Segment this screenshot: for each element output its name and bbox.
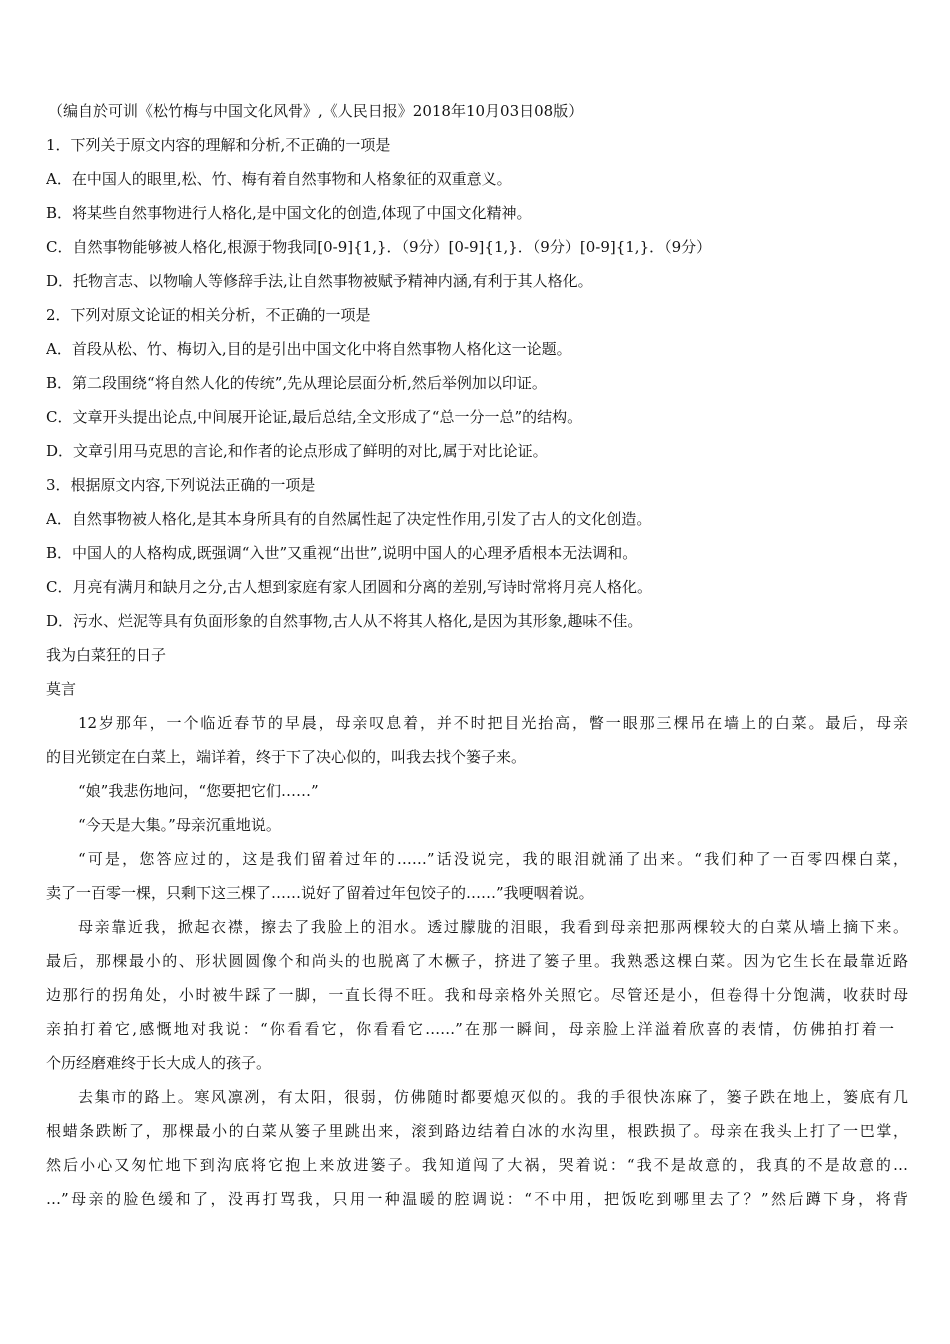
question-1-stem: 1．下列关于原文内容的理解和分析,不正确的一项是 bbox=[46, 136, 391, 154]
question-2-option-b: B．第二段围绕“将自然人化的传统”,先从理论层面分析,然后举例加以印证。 bbox=[46, 374, 547, 392]
question-1-option-b: B．将某些自然事物进行人格化,是中国文化的创造,体现了中国文化精神。 bbox=[46, 204, 532, 222]
essay-line: 的目光锁定在白菜上，端详着，终于下了决心似的，叫我去找个篓子来。 bbox=[46, 748, 527, 766]
essay-line: 边那行的拐角处，小时被牛踩了一脚，一直长得不旺。我和母亲格外关照它。尽管还是小，但卷得十分饱满，收获时母 bbox=[46, 986, 908, 1004]
question-3-option-b: B．中国人的人格构成,既强调“入世”又重视“出世”,说明中国人的心理矛盾根本无法调和。 bbox=[46, 544, 638, 562]
question-2-stem: 2．下列对原文论证的相关分析，不正确的一项是 bbox=[46, 306, 371, 324]
question-1-option-d: D．托物言志、以物喻人等修辞手法,让自然事物被赋予精神内涵,有利于其人格化。 bbox=[46, 272, 593, 290]
question-2-option-d: D．文章引用马克思的言论,和作者的论点形成了鲜明的对比,属于对比论证。 bbox=[46, 442, 548, 460]
essay-line: 母亲靠近我，掀起衣襟，擦去了我脸上的泪水。透过朦胧的泪眼，我看到母亲把那两棵较大的白菜从墙上摘下来。 bbox=[78, 918, 908, 936]
essay-line: 亲拍打着它,感慨地对我说：“你看看它，你看看它……”在那一瞬间，母亲脸上洋溢着欣喜的表情，仿佛拍打着一 bbox=[46, 1020, 894, 1038]
essay-line: 根蜡条跌断了，那棵最小的白菜从篓子里跳出来，滚到路边结着白冰的水沟里，根跌损了。母亲在我头上打了一巴掌， bbox=[46, 1122, 908, 1140]
essay-author: 莫言 bbox=[46, 680, 77, 698]
essay-line: “可是，您答应过的，这是我们留着过年的……”话没说完，我的眼泪就涌了出来。“我们种了一百零四棵白菜， bbox=[78, 850, 908, 868]
essay-line: 然后小心又匆忙地下到沟底将它抱上来放进篓子。我知道闯了大祸，哭着说：“我不是故意的，我真的不是故意的… bbox=[46, 1156, 908, 1174]
essay-line: …”母亲的脸色缓和了，没再打骂我，只用一种温暖的腔调说：“不中用，把饭吃到哪里去了？”然后蹲下身，将背 bbox=[46, 1190, 908, 1208]
question-1-option-c: C．自然事物能够被人格化,根源于物我同[0-9]{1,}．（9分）[0-9]{1,}．（9分）[0-9]{1,}．（9分） bbox=[46, 238, 712, 256]
question-2-option-c: C．文章开头提出论点,中间展开论证,最后总结,全文形成了“总一分一总”的结构。 bbox=[46, 408, 583, 426]
essay-line: 去集市的路上。寒风凛冽，有太阳，很弱，仿佛随时都要熄灭似的。我的手很快冻麻了，篓子跌在地上，篓底有几 bbox=[78, 1088, 908, 1106]
question-2-option-a: A．首段从松、竹、梅切入,目的是引出中国文化中将自然事物人格化这一论题。 bbox=[46, 340, 572, 358]
essay-line: 个历经磨难终于长大成人的孩子。 bbox=[46, 1054, 272, 1072]
essay-line: 最后，那棵最小的、形状圆圆像个和尚头的也脱离了木橛子，挤进了篓子里。我熟悉这棵白菜。因为它生长在最靠近路 bbox=[46, 952, 908, 970]
source-note: （编自於可训《松竹梅与中国文化风骨》,《人民日报》2018年10月03日08版） bbox=[48, 102, 584, 120]
essay-title: 我为白菜狂的日子 bbox=[46, 646, 167, 664]
question-3-option-d: D．污水、烂泥等具有负面形象的自然事物,古人从不将其人格化,是因为其形象,趣味不佳。 bbox=[46, 612, 643, 630]
question-1-option-a: A．在中国人的眼里,松、竹、梅有着自然事物和人格象征的双重意义。 bbox=[46, 170, 512, 188]
question-3-option-c: C．月亮有满月和缺月之分,古人想到家庭有家人团圆和分离的差别,写诗时常将月亮人格化。 bbox=[46, 578, 653, 596]
essay-line: “娘”我悲伤地问，“您要把它们……” bbox=[78, 782, 319, 800]
question-3-option-a: A．自然事物被人格化,是其本身所具有的自然属性起了决定性作用,引发了古人的文化创造。 bbox=[46, 510, 652, 528]
essay-line: “今天是大集。”母亲沉重地说。 bbox=[78, 816, 281, 834]
essay-line: 卖了一百零一棵，只剩下这三棵了……说好了留着过年包饺子的……”我哽咽着说。 bbox=[46, 884, 594, 902]
essay-line: 12岁那年，一个临近春节的早晨，母亲叹息着，并不时把目光抬高，瞥一眼那三棵吊在墙上的白菜。最后，母亲 bbox=[78, 714, 908, 732]
question-3-stem: 3．根据原文内容,下列说法正确的一项是 bbox=[46, 476, 316, 494]
